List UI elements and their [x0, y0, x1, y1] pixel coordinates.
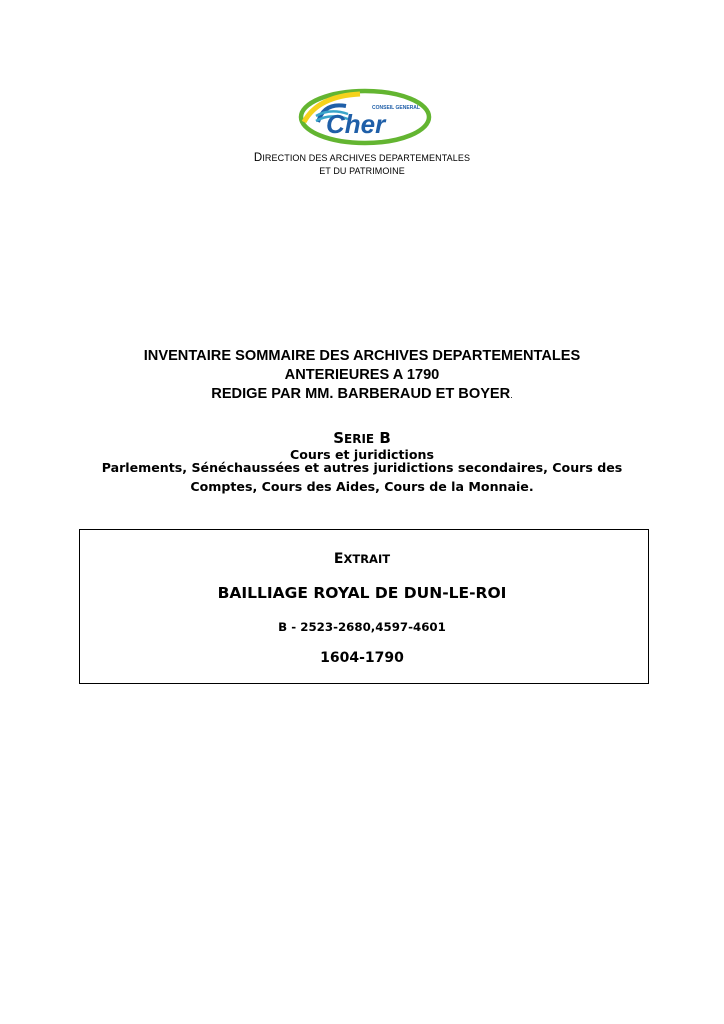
- extract-cotes: B - 2523-2680,4597-4601: [278, 620, 446, 634]
- direction-initial: D: [253, 152, 263, 164]
- title-line-3: [0, 385, 724, 405]
- title-line-3-text: REDIGE PAR MM. BARBERAUD ET BOYER: [211, 386, 511, 402]
- extract-label: [0, 551, 724, 567]
- serie-subtitle: Cours et juridictions: [290, 447, 434, 462]
- logo-top-text: CONSEIL GENERAL: [372, 105, 420, 111]
- serie-initial: S: [333, 429, 345, 447]
- extract-heading: BAILLIAGE ROYAL DE DUN-LE-ROI: [217, 584, 507, 602]
- serie-heading: [0, 429, 724, 447]
- extract-label-initial: E: [333, 551, 344, 567]
- title-line-2: ANTERIEURES A 1790: [284, 367, 440, 383]
- serie-description-line-2: Comptes, Cours des Aides, Cours de la Monnaie.: [190, 479, 534, 494]
- serie-description-line-1: Parlements, Sénéchaussées et autres juridictions secondaires, Cours des: [101, 460, 623, 475]
- logo-main-text: Cher: [326, 109, 386, 139]
- title-line-1: INVENTAIRE SOMMAIRE DES ARCHIVES DEPARTEMENTALES: [143, 348, 581, 364]
- cher-logo: [298, 88, 432, 146]
- direction-rest: IRECTION DES ARCHIVES DEPARTEMENTALES: [262, 153, 471, 163]
- title-line-3-end: .: [510, 390, 513, 400]
- serie-letter: B: [374, 429, 391, 447]
- extract-dates: 1604-1790: [320, 650, 404, 666]
- extract-label-rest: XTRAIT: [343, 552, 391, 566]
- direction-line-2: ET DU PATRIMOINE: [319, 166, 405, 176]
- serie-rest: ERIE: [344, 432, 375, 446]
- direction-line-1: [0, 152, 724, 164]
